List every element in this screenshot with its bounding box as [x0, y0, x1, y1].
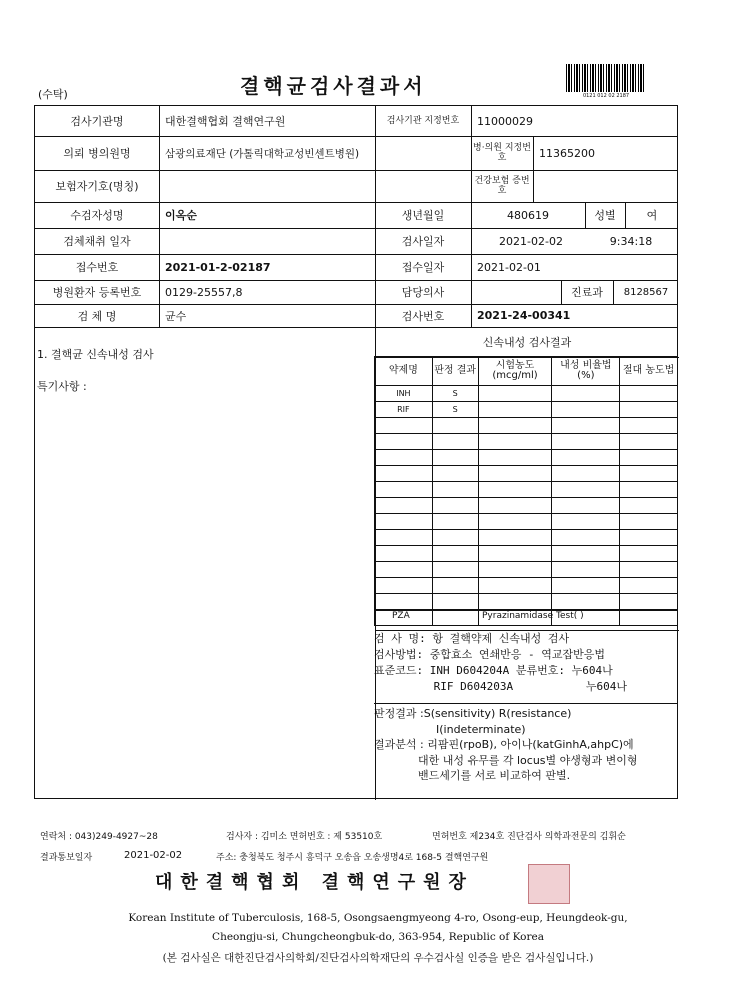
hospital-id-label: 병·의원 지정번호 — [473, 143, 531, 163]
table-row — [375, 466, 678, 482]
organization-name: 대한결핵협회 결핵연구원장 — [155, 872, 474, 893]
notify-date: 2021-02-02 — [124, 850, 183, 861]
hospital-value: 삼광의료재단 (가톨릭대학교성빈센트병원) — [165, 147, 360, 160]
table-row — [375, 434, 678, 450]
test-no-label: 검사번호 — [401, 309, 445, 323]
doctor-label: 담당의사 — [401, 286, 445, 299]
method-technique: 검사방법: 중합효소 연쇄반응 - 역교잡반응법 — [374, 648, 606, 661]
collect-value — [159, 228, 375, 254]
judgement-indeterminate: I(indeterminate) — [436, 722, 526, 736]
document-title: 결핵균검사결과서 — [240, 74, 427, 98]
reg-no-label: 병원환자 등록번호 — [52, 286, 142, 299]
dob-label: 생년월일 — [401, 209, 445, 222]
test-no-value: 2021-24-00341 — [477, 309, 571, 322]
judgement-block — [374, 706, 678, 784]
method-block — [374, 631, 678, 695]
header-result: 판정 결과 — [432, 357, 478, 386]
drug-cell: RIF — [375, 402, 433, 418]
certification-note: (본 검사실은 대한진단검사의학회/진단검사의학재단의 우수검사실 인증을 받은 검사실입니다.) — [162, 952, 594, 964]
inspector-info: 검사자 : 김미소 면허번호 : 제 53510호 — [226, 832, 383, 842]
analysis-line-3: 밴드세기를 서로 비교하여 판별. — [418, 769, 571, 782]
address-korean: 주소: 충청북도 청주시 흥덕구 오송읍 오송생명4로 168-5 결핵연구원 — [216, 853, 489, 863]
header-concentration: 시험농도 (mcg/ml) — [478, 357, 552, 386]
official-seal — [528, 864, 570, 904]
doctor-license: 면허번호 제234호 진단검사 의학과전문의 김휘순 — [432, 832, 626, 842]
accession-label: 접수번호 — [75, 261, 119, 274]
collect-label: 검체채취 일자 — [63, 235, 131, 248]
doctor-value — [471, 280, 561, 304]
test-time-value: 9:34:18 — [609, 234, 653, 248]
drug-cell: INH — [375, 386, 433, 402]
table-row — [375, 418, 678, 434]
analysis-line-2: 대한 내성 유무를 각 locus별 야생형과 변이형 — [418, 753, 638, 767]
lab-value: 대한결핵협회 결핵연구원 — [165, 115, 286, 128]
contact-info: 연락처 : 043)249-4927~28 — [40, 832, 158, 842]
receipt-date-label: 접수일자 — [401, 261, 445, 274]
method-code-rif: RIF D604203A 누604나 — [374, 680, 628, 693]
patient-label: 수검자성명 — [70, 209, 124, 222]
lab-label: 검사기관명 — [70, 115, 124, 128]
table-row — [375, 450, 678, 466]
sex-value: 여 — [646, 209, 658, 222]
barcode — [566, 64, 646, 92]
table-row — [375, 546, 678, 562]
header-drug: 약제명 — [375, 357, 433, 386]
lab-id-value: 11000029 — [477, 114, 533, 128]
method-test-name: 검 사 명: 항 결핵약제 신속내성 검사 — [374, 632, 570, 645]
result-cell: S — [432, 386, 478, 402]
dept-label: 진료과 — [571, 286, 603, 299]
method-code-inh: 표준코드: INH D604204A 분류번호: 누604나 — [374, 664, 613, 677]
dob-value: 480619 — [507, 208, 549, 222]
specimen-value: 균수 — [165, 309, 187, 323]
pza-label: PZA — [392, 611, 410, 621]
table-row — [375, 578, 678, 594]
results-title: 신속내성 검사결과 — [482, 336, 572, 349]
table-row — [375, 514, 678, 530]
lab-id-label: 검사기관 지정번호 — [386, 116, 460, 126]
table-row — [375, 562, 678, 578]
receipt-type: (수탁) — [38, 88, 68, 101]
test-date-value: 2021-02-02 — [499, 234, 563, 248]
insurance-no-label: 건강보험 증번호 — [474, 176, 530, 196]
header-resistance-ratio: 내성 비율법(%) — [552, 357, 620, 386]
specimen-label: 검 체 명 — [77, 309, 117, 323]
barcode-number: 0121 012 02 2187 — [582, 93, 630, 99]
hospital-id-value: 11365200 — [539, 146, 595, 160]
analysis-line-1: 결과분석 : 리팜핀(rpoB), 아이나(katGinhA,ahpC)에 — [374, 738, 634, 751]
sex-label: 성별 — [594, 209, 616, 222]
dept-value: 8128567 — [623, 286, 669, 298]
insurance-no-value — [533, 170, 679, 202]
notify-label: 결과통보일자 — [40, 853, 93, 863]
insurer-value — [159, 170, 375, 202]
table-row — [375, 482, 678, 498]
table-row — [375, 498, 678, 514]
receipt-date-value: 2021-02-01 — [477, 260, 541, 274]
test-date-label: 검사일자 — [401, 235, 445, 248]
judgement-criteria: 판정결과 :S(sensitivity) R(resistance) — [374, 707, 572, 720]
patient-value: 이옥순 — [165, 209, 197, 222]
pza-row — [374, 610, 678, 625]
table-row — [375, 386, 678, 402]
insurer-label: 보험자기호(명칭) — [55, 180, 139, 193]
header-absolute-concentration: 절대 농도법 — [620, 357, 678, 386]
address-english-1: Korean Institute of Tuberculosis, 168-5, Osongsaengmyeong 4-ro, Osong-eup, Heungdeok-gu, — [128, 912, 628, 924]
table-row — [375, 594, 678, 610]
remarks-label: 특기사항 : — [37, 380, 87, 393]
address-english-2: Cheongju-si, Chungcheongbuk-do, 363-954, Republic of Korea — [212, 931, 544, 943]
accession-value: 2021-01-2-02187 — [165, 260, 271, 274]
table-row — [375, 402, 678, 418]
results-table — [374, 356, 678, 626]
reg-no-value: 0129-25557,8 — [165, 285, 243, 299]
test-item: 1. 결핵균 신속내성 검사 — [37, 348, 154, 361]
pza-value: Pyrazinamidase Test( ) — [482, 611, 584, 621]
table-row — [375, 530, 678, 546]
hospital-label: 의뢰 병의원명 — [63, 147, 131, 160]
result-cell: S — [432, 402, 478, 418]
